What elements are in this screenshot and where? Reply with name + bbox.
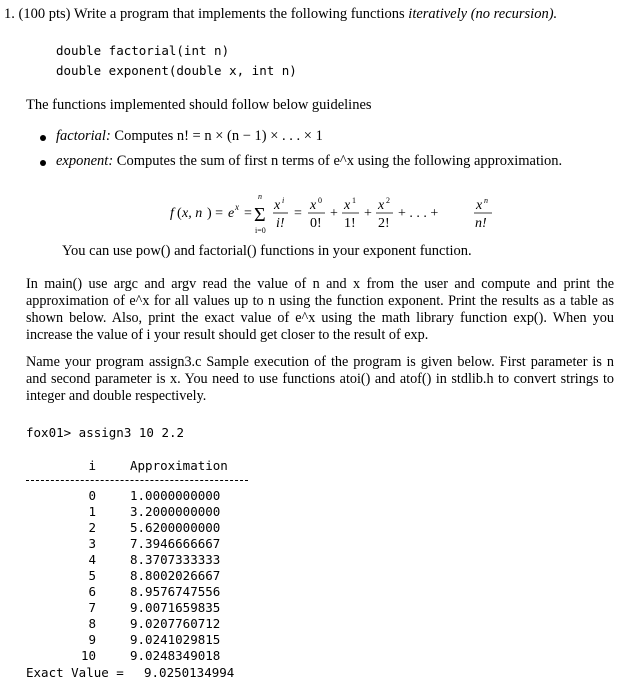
exact-value: 9.0250134994 (144, 665, 235, 680)
exact-value-label: Exact Value = (26, 665, 124, 680)
svg-text:1: 1 (352, 196, 356, 205)
table-cell-i: 10 (80, 648, 96, 663)
table-cell-approximation: 5.6200000000 (130, 520, 221, 535)
table-header-approximation: Approximation (130, 458, 228, 473)
table-cell-approximation: 8.8002026667 (130, 568, 221, 583)
results-table (26, 488, 326, 663)
table-cell-i: 2 (88, 520, 96, 535)
question-number: 1. (4, 6, 15, 22)
svg-text:+: + (364, 206, 372, 221)
svg-text:e: e (228, 206, 235, 221)
svg-text:n!: n! (475, 216, 487, 231)
svg-text:i=0: i=0 (255, 226, 266, 235)
prototype-exponent: double exponent(double x, int n) (56, 63, 297, 78)
table-cell-approximation: 3.2000000000 (130, 504, 221, 519)
question-emphasis: iteratively (no recursion). (408, 6, 558, 22)
svg-text:1!: 1! (344, 216, 356, 231)
table-cell-i: 4 (88, 552, 96, 567)
main-paragraph: In main() use argc and argv read the value of n and x from the user and compute and print the approximation of e^x for all values up to n using the function exponent. Print the results as a table as shown below. Also, print the exact value of e^x using the math library function exp(). When you increase the value of i your result should get closer to the result of exp. (26, 276, 614, 343)
svg-text:i: i (282, 196, 285, 205)
svg-text:2!: 2! (378, 216, 390, 231)
table-cell-approximation: 8.9576747556 (130, 584, 221, 599)
svg-text:x: x (310, 198, 317, 213)
table-cell-i: 5 (88, 568, 96, 583)
svg-text:=: = (294, 206, 302, 221)
svg-text:i!: i! (276, 216, 285, 231)
svg-text:f: f (170, 206, 174, 221)
svg-text:n: n (258, 192, 262, 201)
table-cell-i: 7 (88, 600, 96, 615)
table-cell-approximation: 9.0207760712 (130, 616, 221, 631)
bullet-term: factorial: (56, 128, 111, 144)
terminal-prompt: fox01> assign3 10 2.2 (26, 425, 185, 440)
bullet-dot (40, 160, 46, 166)
bullet-desc: Computes n! = n × (n − 1) × . . . × 1 (114, 128, 323, 144)
svg-text:(: ( (177, 206, 182, 221)
exponent-formula (170, 190, 500, 236)
table-header-i: i (88, 458, 96, 473)
bullet-factorial (56, 128, 323, 145)
svg-text:2: 2 (386, 196, 390, 205)
svg-text:x: x (344, 198, 351, 213)
svg-text:x, n: x, n (182, 206, 203, 221)
table-cell-approximation: 1.0000000000 (130, 488, 221, 503)
svg-text:Σ: Σ (254, 204, 266, 226)
table-cell-approximation: 9.0248349018 (130, 648, 221, 663)
bullet-dot (40, 135, 46, 141)
svg-text:x: x (235, 202, 239, 212)
table-cell-i: 3 (88, 536, 96, 551)
svg-text:=: = (244, 206, 252, 221)
svg-text:) =: ) = (207, 206, 224, 221)
table-cell-i: 0 (88, 488, 96, 503)
table-cell-i: 9 (88, 632, 96, 647)
prototype-factorial: double factorial(int n) (56, 43, 230, 58)
name-paragraph: Name your program assign3.c Sample execution of the program is given below. First parameter is n and second parameter is x. You need to use functions atoi() and atof() in stdlib.h to convert strings to integer and double respectively. (26, 354, 614, 404)
bullet-term: exponent: (56, 153, 114, 169)
table-cell-approximation: 9.0241029815 (130, 632, 221, 647)
svg-text:x: x (274, 198, 281, 213)
guidelines-heading: The functions implemented should follow below guidelines (26, 97, 372, 113)
question-intro: Write a program that implements the following functions (73, 6, 405, 22)
table-cell-approximation: 9.0071659835 (130, 600, 221, 615)
pow-note: You can use pow() and factorial() functions in your exponent function. (62, 243, 472, 259)
svg-text:x: x (378, 198, 385, 213)
table-cell-i: 6 (88, 584, 96, 599)
table-divider (26, 480, 248, 481)
svg-text:0!: 0! (310, 216, 322, 231)
formula-graphic (170, 190, 500, 236)
svg-text:n: n (484, 196, 488, 205)
table-cell-approximation: 8.3707333333 (130, 552, 221, 567)
svg-text:+: + (330, 206, 338, 221)
table-cell-approximation: 7.3946666667 (130, 536, 221, 551)
svg-text:+ . . . +: + . . . + (398, 206, 439, 221)
svg-text:x: x (476, 198, 483, 213)
question-points: (100 pts) (18, 6, 71, 22)
bullet-exponent (56, 153, 562, 170)
svg-text:0: 0 (318, 196, 322, 205)
table-cell-i: 8 (88, 616, 96, 631)
bullet-desc: Computes the sum of first n terms of e^x using the following approximation. (116, 153, 563, 169)
table-cell-i: 1 (88, 504, 96, 519)
question-heading (4, 6, 557, 23)
